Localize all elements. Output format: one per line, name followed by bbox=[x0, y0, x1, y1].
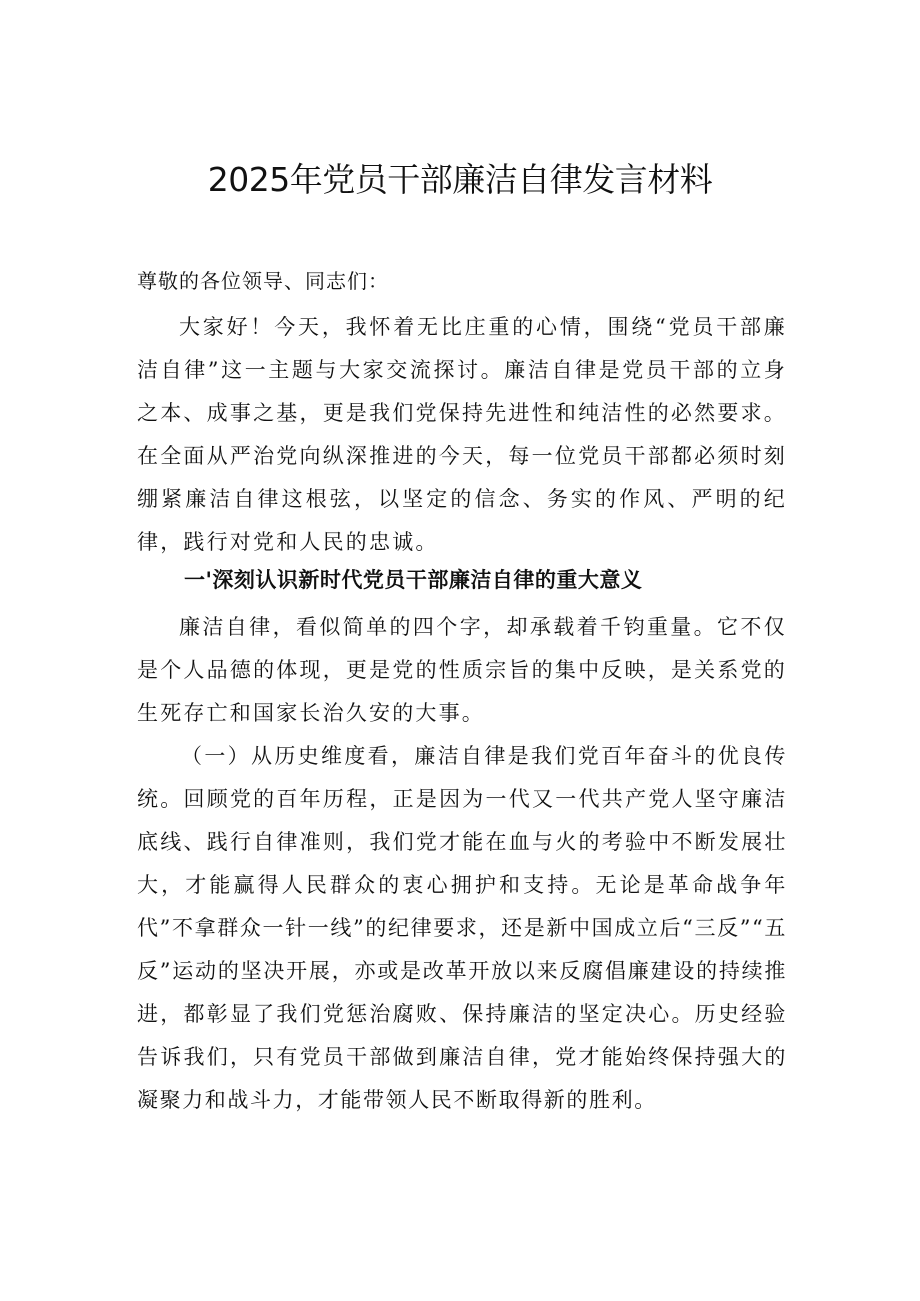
paragraph-intro: 大家好！今天，我怀着无比庄重的心情，围绕“党员干部廉洁自律”这一主题与大家交流探讨。廉洁自律是党员干部的立身之本、成事之基，更是我们党保持先进性和纯洁性的必然要求。在全面从严治党向纵深推进的今天，每一位党员干部都必须时刻绷紧廉洁自律这根弦，以坚定的信念、务实的作风、严明的纪律，践行对党和人民的忠诚。 bbox=[137, 315, 787, 554]
salutation: 尊敬的各位领导、同志们： bbox=[137, 269, 389, 293]
paragraph-history: （一）从历史维度看，廉洁自律是我们党百年奋斗的优良传统。回顾党的百年历程，正是因为一代又一代共产党人坚守廉洁底线、践行自律准则，我们党才能在血与火的考验中不断发展壮大，才能赢得人民群众的衷心拥护和支持。无论是革命战争年代”不拿群众一针一线”的纪律要求，还是新中国成立后“三反”“五反”运动的坚决开展，亦或是改革开放以来反腐倡廉建设的持续推进，都彰显了我们党惩治腐败、保持廉洁的坚定决心。历史经验告诉我们，只有党员干部做到廉洁自律，党才能始终保持强大的凝聚力和战斗力，才能带领人民不断取得新的胜利。 bbox=[137, 744, 787, 1112]
document-title: 2025年党员干部廉洁自律发言材料 bbox=[207, 160, 713, 199]
paragraph-significance: 廉洁自律，看似简单的四个字，却承载着千钧重量。它不仅是个人品德的体现，更是党的性质宗旨的集中反映，是关系党的生死存亡和国家长治久安的大事。 bbox=[137, 615, 787, 725]
section-heading: 一'深刻认识新时代党员干部廉洁自律的重大意义 bbox=[184, 568, 643, 592]
